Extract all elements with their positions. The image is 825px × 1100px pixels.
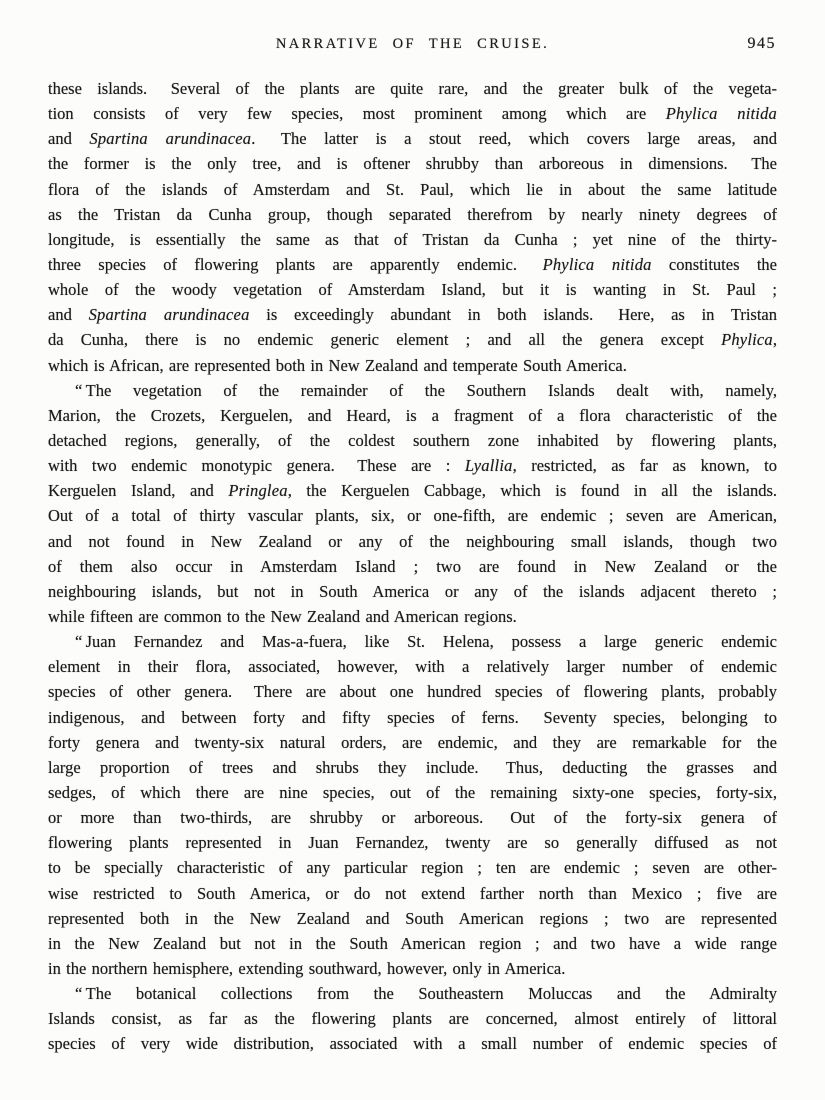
text-line: Islands consist, as far as the flowering plants are concerned, almost entirely of littoral — [48, 1009, 777, 1029]
running-title: NARRATIVE OF THE CRUISE. — [275, 36, 550, 52]
text-line: da Cunha, there is no endemic generic element ; and all the genera except Phylica, — [48, 330, 777, 350]
text-line: “ The vegetation of the remainder of the Southern Islands dealt with, namely, — [75, 380, 777, 400]
text-line: three species of flowering plants are apparently endemic. Phylica nitida constitutes the — [48, 254, 777, 274]
text-line: species of very wide distribution, associated with a small number of endemic species of — [48, 1034, 777, 1054]
species-name-italic: Lyallia — [464, 456, 513, 476]
text-line: forty genera and twenty-six natural orders, are endemic, and they are remarkable for the — [48, 732, 777, 752]
text-line: and not found in New Zealand or any of the neighbouring small islands, though two — [48, 531, 777, 551]
text-line: to be specially characteristic of any particular region ; ten are endemic ; seven are other- — [48, 858, 777, 878]
text-line: Marion, the Crozets, Kerguelen, and Heard, is a fragment of a flora characteristic of the — [48, 405, 777, 425]
text-line: and Spartina arundinacea is exceedingly abundant in both islands. Here, as in Tristan — [48, 305, 777, 325]
text-line: detached regions, generally, of the coldest southern zone inhabited by flowering plants, — [48, 430, 777, 450]
text-line: species of other genera. There are about one hundred species of flowering plants, probably — [48, 682, 777, 702]
text-line: as the Tristan da Cunha group, though separated therefrom by nearly ninety degrees of — [48, 204, 777, 224]
text-line: and Spartina arundinacea. The latter is a stout reed, which covers large areas, and — [48, 129, 777, 149]
species-name-italic: Phylica nitida — [665, 104, 777, 124]
text-line: while fifteen are common to the New Zealand and American regions. — [48, 606, 517, 626]
text-line: wise restricted to South America, or do not extend farther north than Mexico ; five are — [48, 883, 777, 903]
page-text-body — [48, 76, 777, 1056]
text-line: which is African, are represented both in New Zealand and temperate South America. — [48, 355, 627, 375]
text-line: in the New Zealand but not in the South American region ; and two have a wide range — [48, 933, 777, 953]
text-line: element in their flora, associated, however, with a relatively larger number of endemic — [48, 657, 777, 677]
text-line: “ The botanical collections from the Southeastern Moluccas and the Admiralty — [75, 984, 777, 1004]
text-line: represented both in the New Zealand and South American regions ; two are represented — [48, 908, 777, 928]
text-line: whole of the woody vegetation of Amsterdam Island, but it is wanting in St. Paul ; — [48, 280, 777, 300]
text-line: sedges, of which there are nine species, out of the remaining sixty-one species, forty-six, — [48, 782, 777, 802]
text-line: “ Juan Fernandez and Mas-a-fuera, like St. Helena, possess a large generic endemic — [75, 632, 777, 652]
text-line: of them also occur in Amsterdam Island ; two are found in New Zealand or the — [48, 556, 777, 576]
text-line: in the northern hemisphere, extending southward, however, only in America. — [48, 958, 566, 978]
species-name-italic: Spartina arundinacea — [88, 305, 250, 325]
page-number: 945 — [747, 35, 776, 52]
text-line: with two endemic monotypic genera. These are : Lyallia, restricted, as far as known, to — [48, 456, 777, 476]
page-header — [48, 36, 777, 58]
text-line: or more than two-thirds, are shrubby or arboreous. Out of the forty-six genera of — [48, 808, 777, 828]
species-name-italic: Phylica — [721, 330, 773, 350]
text-line: Out of a total of thirty vascular plants, six, or one-fifth, are endemic ; seven are American, — [48, 506, 777, 526]
text-line: Kerguelen Island, and Pringlea, the Kerguelen Cabbage, which is found in all the islands. — [48, 481, 777, 501]
species-name-italic: Pringlea — [228, 481, 288, 501]
text-line: these islands. Several of the plants are quite rare, and the greater bulk of the vegeta- — [48, 79, 777, 98]
text-line: large proportion of trees and shrubs they include. Thus, deducting the grasses and — [48, 757, 777, 777]
text-line: neighbouring islands, but not in South America or any of the islands adjacent thereto ; — [48, 581, 777, 601]
text-line: flora of the islands of Amsterdam and St. Paul, which lie in about the same latitude — [48, 179, 777, 199]
species-name-italic: Spartina arundinacea — [89, 129, 252, 149]
text-line: indigenous, and between forty and fifty species of ferns. Seventy species, belonging to — [48, 707, 777, 727]
text-line: the former is the only tree, and is oftener shrubby than arboreous in dimensions. The — [48, 154, 777, 174]
text-line: longitude, is essentially the same as that of Tristan da Cunha ; yet nine of the thirty- — [48, 229, 777, 249]
text-line: tion consists of very few species, most prominent among which are Phylica nitida — [48, 104, 777, 124]
species-name-italic: Phylica nitida — [542, 254, 652, 274]
text-line: flowering plants represented in Juan Fernandez, twenty are so generally diffused as not — [48, 833, 777, 853]
